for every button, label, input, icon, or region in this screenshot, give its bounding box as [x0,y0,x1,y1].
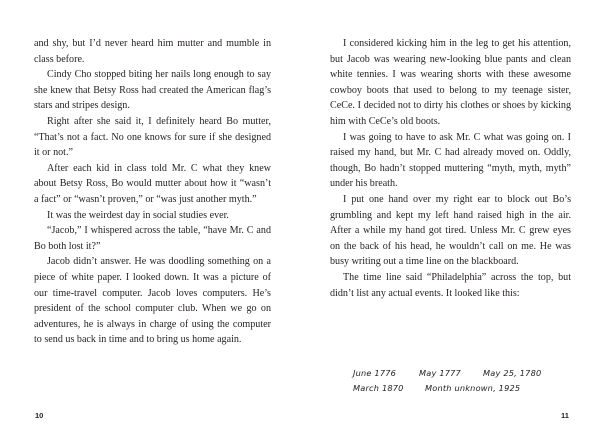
time-line-row [353,366,573,381]
left-page [34,36,271,348]
paragraph: Jacob didn’t answer. He was doodling something on a piece of white paper. I looked down. It was a picture of our time-travel computer. Jacob loves computers. He’s president of the school computer club. When we go on adventures, he is always in charge of using the computer to send us back in time and to bring us home again. [34,256,271,346]
paragraph: I put one hand over my right ear to block out Bo’s grumbling and kept my left hand raised high in the air. After a while my hand got tired. Unless Mr. C grew eyes on the back of his head, he wouldn’t call on me. He was busy writing out a time line on the blackboard. [330,193,571,268]
paragraph: It was the weirdest day in social studies ever. [47,209,229,221]
time-line-entry: May 25, 1780 [483,368,542,378]
time-line-entry: May 1777 [419,368,461,378]
time-line-entry: Month unknown, 1925 [425,383,521,393]
paragraph: Right after she said it, I definitely heard Bo mutter, “That’s not a fact. No one knows for sure if she designed it or not.” [34,115,271,159]
time-line-row [353,381,573,396]
handwritten-time-line [353,366,573,396]
paragraph: and shy, but I’d never heard him mutter and mumble in class before. [34,38,271,65]
page-number: 11 [561,411,569,420]
paragraph: “Jacob,” I whispered across the table, “have Mr. C and Bo both lost it?” [34,225,271,252]
page-number: 10 [35,411,44,420]
paragraph: The time line said “Philadelphia” across the top, but didn’t list any actual events. It looked like this: [330,271,571,299]
time-line-entry: June 1776 [353,368,397,378]
right-page [330,36,571,301]
paragraph: I was going to have to ask Mr. C what was going on. I raised my hand, but Mr. C had already moved on. Oddly, though, Bo hadn’t stopped muttering “myth, myth, myth” under his breath. [330,131,571,190]
paragraph: I considered kicking him in the leg to get his attention, but Jacob was wearing new-looking blue pants and clean white tennies. I was wearing shorts with these awesome cowboy boots that used to belong to my teenage sister, CeCe. I decided not to dirty his clothes or shoes by kicking him with CeCe’s old boots. [330,38,571,127]
paragraph: Cindy Cho stopped biting her nails long enough to say she knew that Betsy Ross had created the American flag’s stars and stripes design. [34,69,271,112]
time-line-entry: March 1870 [353,383,404,393]
paragraph: After each kid in class told Mr. C what they knew about Betsy Ross, Bo would mutter about how it “wasn’t a fact” or “wasn’t proven,” or “was just another myth.” [34,162,271,205]
